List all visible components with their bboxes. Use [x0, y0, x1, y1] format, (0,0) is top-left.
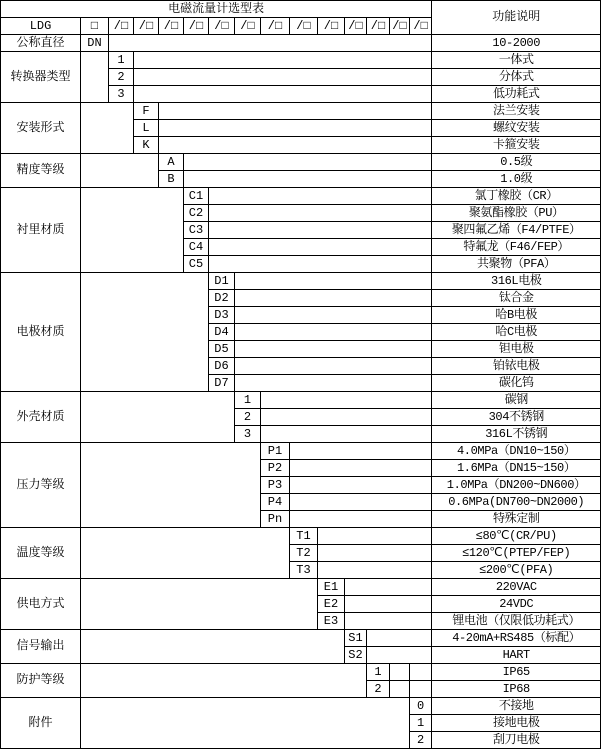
empty-span — [345, 579, 432, 596]
desc-cell: 1.0MPa（DN200~DN600） — [432, 477, 601, 494]
empty-span — [235, 341, 432, 358]
desc-cell: 氯丁橡胶（CR） — [432, 188, 601, 205]
code-cell: C5 — [184, 256, 209, 273]
code-cell: B — [159, 171, 184, 188]
empty-span — [81, 443, 261, 528]
code-cell: 1 — [410, 715, 432, 732]
empty-span — [81, 52, 109, 103]
code-cell: P2 — [261, 460, 290, 477]
desc-cell: IP68 — [432, 681, 601, 698]
group-label: 安装形式 — [1, 103, 81, 154]
desc-cell: ≤120℃(PTEP/FEP) — [432, 545, 601, 562]
empty-span — [261, 392, 432, 409]
group-label: 转换器类型 — [1, 52, 81, 103]
empty-span — [367, 630, 432, 647]
desc-cell: 316L不锈钢 — [432, 426, 601, 443]
desc-cell: 分体式 — [432, 69, 601, 86]
desc-cell: 哈B电极 — [432, 307, 601, 324]
code-cell: T2 — [290, 545, 318, 562]
code-cell: L — [134, 120, 159, 137]
model-slot-cell: /□ — [261, 18, 290, 35]
code-cell: T1 — [290, 528, 318, 545]
model-slot-cell: /□ — [209, 18, 235, 35]
model-slot-cell: /□ — [318, 18, 345, 35]
empty-span — [134, 86, 432, 103]
desc-cell: 一体式 — [432, 52, 601, 69]
code-cell: C4 — [184, 239, 209, 256]
empty-cell — [390, 664, 410, 681]
code-cell: 2 — [235, 409, 261, 426]
empty-span — [318, 545, 432, 562]
model-slot-cell: /□ — [367, 18, 390, 35]
empty-span — [318, 562, 432, 579]
desc-cell: 低功耗式 — [432, 86, 601, 103]
empty-span — [235, 273, 432, 290]
empty-span — [290, 460, 432, 477]
desc-cell: 220VAC — [432, 579, 601, 596]
group-label: 公称直径 — [1, 35, 81, 52]
code-cell: S1 — [345, 630, 367, 647]
code-cell: 2 — [367, 681, 390, 698]
model-slot-cell: /□ — [410, 18, 432, 35]
empty-span — [235, 375, 432, 392]
empty-span — [209, 222, 432, 239]
function-column-header: 功能说明 — [432, 1, 601, 35]
empty-span — [261, 426, 432, 443]
desc-cell: 螺纹安装 — [432, 120, 601, 137]
empty-span — [134, 69, 432, 86]
empty-span — [290, 443, 432, 460]
empty-span — [235, 358, 432, 375]
model-slot-cell: /□ — [290, 18, 318, 35]
model-slot-cell: /□ — [134, 18, 159, 35]
model-slot-cell: /□ — [235, 18, 261, 35]
empty-span — [184, 171, 432, 188]
code-cell: Pn — [261, 511, 290, 528]
code-cell: A — [159, 154, 184, 171]
group-label: 信号输出 — [1, 630, 81, 664]
desc-cell: 特氟龙（F46/FEP） — [432, 239, 601, 256]
code-cell: 3 — [109, 86, 134, 103]
empty-span — [134, 52, 432, 69]
desc-cell: 0.6MPa(DN700~DN2000) — [432, 494, 601, 511]
empty-cell — [390, 681, 410, 698]
empty-span — [235, 290, 432, 307]
empty-span — [261, 409, 432, 426]
code-cell: K — [134, 137, 159, 154]
desc-cell: 锂电池（仅限低功耗式） — [432, 613, 601, 630]
desc-cell: 24VDC — [432, 596, 601, 613]
code-cell: D3 — [209, 307, 235, 324]
code-cell: D7 — [209, 375, 235, 392]
code-cell: 1 — [109, 52, 134, 69]
empty-span — [81, 154, 159, 188]
empty-span — [81, 579, 318, 630]
empty-span — [209, 188, 432, 205]
code-cell: C3 — [184, 222, 209, 239]
empty-span — [159, 120, 432, 137]
code-cell: 2 — [109, 69, 134, 86]
code-cell: E3 — [318, 613, 345, 630]
model-prefix-cell: LDG — [1, 18, 81, 35]
desc-cell: IP65 — [432, 664, 601, 681]
group-label: 电极材质 — [1, 273, 81, 392]
code-cell: D1 — [209, 273, 235, 290]
code-cell: S2 — [345, 647, 367, 664]
empty-span — [159, 137, 432, 154]
desc-cell: 聚四氟乙烯（F4/PTFE） — [432, 222, 601, 239]
empty-span — [81, 664, 367, 698]
group-label: 外壳材质 — [1, 392, 81, 443]
code-cell: E2 — [318, 596, 345, 613]
model-slot-cell: /□ — [109, 18, 134, 35]
code-cell: P1 — [261, 443, 290, 460]
code-cell: 3 — [235, 426, 261, 443]
desc-cell: 10-2000 — [432, 35, 601, 52]
empty-span — [209, 239, 432, 256]
empty-span — [290, 477, 432, 494]
code-cell: D4 — [209, 324, 235, 341]
group-label: 压力等级 — [1, 443, 81, 528]
empty-span — [345, 596, 432, 613]
desc-cell: 钽电极 — [432, 341, 601, 358]
group-label: 防护等级 — [1, 664, 81, 698]
empty-span — [290, 494, 432, 511]
empty-span — [345, 613, 432, 630]
empty-cell — [410, 681, 432, 698]
model-slot-cell: /□ — [159, 18, 184, 35]
code-cell: D2 — [209, 290, 235, 307]
desc-cell: 共聚物（PFA） — [432, 256, 601, 273]
code-cell: E1 — [318, 579, 345, 596]
desc-cell: 4-20mA+RS485（标配） — [432, 630, 601, 647]
model-slot-cell: /□ — [390, 18, 410, 35]
empty-span — [81, 188, 184, 273]
empty-span — [81, 698, 410, 749]
empty-span — [209, 256, 432, 273]
code-cell: 0 — [410, 698, 432, 715]
code-cell: 1 — [235, 392, 261, 409]
desc-cell: 不接地 — [432, 698, 601, 715]
empty-span — [235, 307, 432, 324]
code-cell: T3 — [290, 562, 318, 579]
table-title: 电磁流量计选型表 — [1, 1, 432, 18]
desc-cell: 碳钢 — [432, 392, 601, 409]
desc-cell: 304不锈钢 — [432, 409, 601, 426]
desc-cell: 1.6MPa（DN15~150） — [432, 460, 601, 477]
empty-span — [209, 205, 432, 222]
model-slot-cell: /□ — [184, 18, 209, 35]
group-label: 附件 — [1, 698, 81, 749]
empty-cell — [410, 664, 432, 681]
empty-span — [81, 103, 134, 154]
empty-span — [290, 511, 432, 528]
code-cell: F — [134, 103, 159, 120]
empty-span — [81, 273, 209, 392]
desc-cell: 铂铱电极 — [432, 358, 601, 375]
desc-cell: 钛合金 — [432, 290, 601, 307]
code-cell: DN — [81, 35, 109, 52]
desc-cell: 4.0MPa（DN10~150） — [432, 443, 601, 460]
empty-span — [235, 324, 432, 341]
code-cell: C1 — [184, 188, 209, 205]
desc-cell: 聚氨酯橡胶（PU） — [432, 205, 601, 222]
code-cell: 1 — [367, 664, 390, 681]
desc-cell: 316L电极 — [432, 273, 601, 290]
desc-cell: 0.5级 — [432, 154, 601, 171]
group-label: 温度等级 — [1, 528, 81, 579]
empty-span — [81, 630, 345, 664]
desc-cell: 法兰安装 — [432, 103, 601, 120]
desc-cell: ≤200℃(PFA) — [432, 562, 601, 579]
empty-span — [81, 528, 290, 579]
empty-span — [184, 154, 432, 171]
desc-cell: 卡箍安装 — [432, 137, 601, 154]
empty-span — [109, 35, 432, 52]
desc-cell: 刮刀电极 — [432, 732, 601, 749]
group-label: 精度等级 — [1, 154, 81, 188]
code-cell: P3 — [261, 477, 290, 494]
empty-span — [81, 392, 235, 443]
empty-span — [318, 528, 432, 545]
code-cell: P4 — [261, 494, 290, 511]
group-label: 供电方式 — [1, 579, 81, 630]
group-label: 衬里材质 — [1, 188, 81, 273]
model-box-cell: □ — [81, 18, 109, 35]
empty-span — [367, 647, 432, 664]
empty-span — [159, 103, 432, 120]
code-cell: D6 — [209, 358, 235, 375]
desc-cell: 特殊定制 — [432, 511, 601, 528]
code-cell: D5 — [209, 341, 235, 358]
desc-cell: 碳化钨 — [432, 375, 601, 392]
desc-cell: 哈C电极 — [432, 324, 601, 341]
code-cell: C2 — [184, 205, 209, 222]
desc-cell: HART — [432, 647, 601, 664]
desc-cell: 接地电极 — [432, 715, 601, 732]
model-slot-cell: /□ — [345, 18, 367, 35]
code-cell: 2 — [410, 732, 432, 749]
desc-cell: 1.0级 — [432, 171, 601, 188]
desc-cell: ≤80℃(CR/PU) — [432, 528, 601, 545]
